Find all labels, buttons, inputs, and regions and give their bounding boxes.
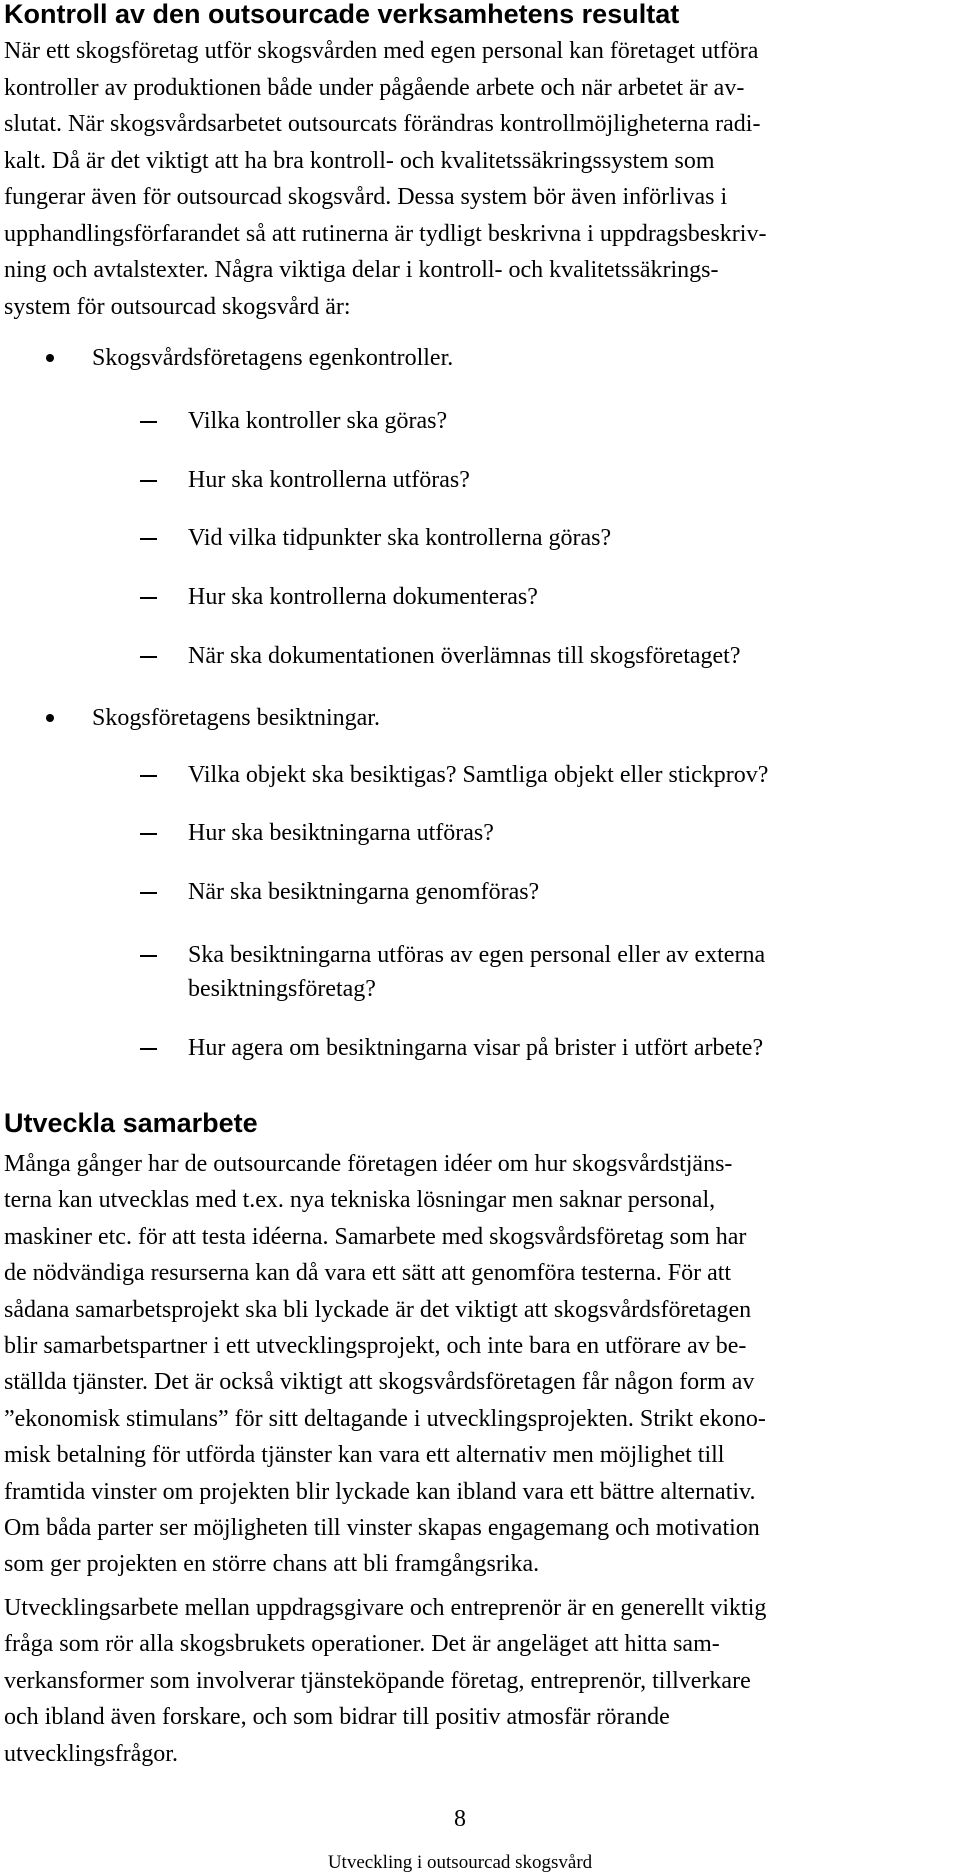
text-line: Om båda parter ser möjligheten till vinster skapas engagemang och motivation [4, 1515, 760, 1542]
text-line: utvecklingsfrågor. [4, 1740, 178, 1767]
dash-mark [140, 833, 157, 835]
bullet-text: Skogsföretagens besiktningar. [92, 705, 380, 731]
section-heading-kontroll: Kontroll av den outsourcade verksamhetens resultat [4, 0, 680, 29]
dash-text: Vid vilka tidpunkter ska kontrollerna göras? [188, 525, 612, 551]
dash-text: När ska dokumentationen överlämnas till skogsföretaget? [188, 643, 741, 669]
dash-mark [140, 421, 157, 423]
text-line: verkansformer som involverar tjänsteköpande företag, entreprenör, tillverkare [4, 1667, 751, 1694]
section-heading-samarbete: Utveckla samarbete [4, 1108, 258, 1138]
text-line: maskiner etc. för att testa idéerna. Samarbete med skogsvårdsföretag som har [4, 1223, 747, 1250]
dash-text: Vilka objekt ska besiktigas? Samtliga objekt eller stickprov? [188, 762, 769, 788]
dash-text: Hur ska besiktningarna utföras? [188, 820, 494, 846]
text-line: och ibland även forskare, och som bidrar till positiv atmosfär rörande [4, 1704, 670, 1731]
dash-text: Hur ska kontrollerna dokumenteras? [188, 584, 538, 610]
text-line: ställda tjänster. Det är också viktigt att skogsvårdsföretagen får någon form av [4, 1369, 755, 1396]
dash-text: Ska besiktningarna utföras av egen personal eller av externa [188, 942, 766, 968]
dash-text: Hur ska kontrollerna utföras? [188, 467, 470, 493]
bullet-dot [46, 714, 54, 722]
samarbete-paragraph-2 [4, 1590, 954, 1772]
dash-mark [140, 656, 157, 658]
dash-mark [140, 597, 157, 599]
dash-mark [140, 955, 157, 957]
intro-paragraph [4, 33, 954, 325]
samarbete-paragraph-1 [4, 1146, 954, 1583]
bullet-text: Skogsvårdsföretagens egenkontroller. [92, 345, 454, 371]
running-footer: Utveckling i outsourcad skogsvård [327, 1852, 593, 1873]
text-line: kontroller av produktionen både under pågående arbete och när arbetet är av- [4, 74, 745, 101]
text-line: system för outsourcad skogsvård är: [4, 293, 351, 320]
text-line: fungerar även för outsourcad skogsvård. Dessa system bör även införlivas i [4, 184, 728, 210]
dash-text: besiktningsföretag? [188, 976, 376, 1002]
text-line: fråga som rör alla skogsbrukets operationer. Det är angeläget att hitta sam- [4, 1631, 720, 1658]
text-line: som ger projekten en större chans att bli framgångsrika. [4, 1551, 540, 1578]
text-line: ning och avtalstexter. Några viktiga delar i kontroll- och kvalitetssäkrings- [4, 257, 719, 283]
text-line: slutat. När skogsvårdsarbetet outsourcats förändras kontrollmöjligheterna radi- [4, 111, 761, 137]
dash-mark [140, 892, 157, 894]
text-line: kalt. Då är det viktigt att ha bra kontroll- och kvalitetssäkringssystem som [4, 147, 715, 174]
dash-mark [140, 480, 157, 482]
dash-mark [140, 1048, 157, 1050]
bullet-dot [46, 354, 54, 362]
dash-mark [140, 538, 157, 540]
page-number: 8 [454, 1806, 466, 1832]
text-line: Många gånger har de outsourcande företagen idéer om hur skogsvårdstjäns- [4, 1151, 733, 1177]
dash-text: Vilka kontroller ska göras? [188, 408, 448, 434]
text-line: sådana samarbetsprojekt ska bli lyckade är det viktigt att skogsvårdsföretagen [4, 1296, 752, 1323]
text-line: När ett skogsföretag utför skogsvården med egen personal kan företaget utföra [4, 38, 759, 64]
text-line: de nödvändiga resurserna kan då vara ett sätt att genomföra testerna. För att [4, 1260, 732, 1287]
dash-text: När ska besiktningarna genomföras? [188, 879, 540, 905]
text-line: blir samarbetspartner i ett utvecklingsprojekt, och inte bara en utförare av be- [4, 1333, 747, 1360]
text-line: ”ekonomisk stimulans” för sitt deltagande i utvecklingsprojekten. Strikt ekono- [4, 1405, 766, 1432]
text-line: framtida vinster om projekten blir lyckade kan ibland vara ett bättre alternativ. [4, 1478, 756, 1505]
text-line: Utvecklingsarbete mellan uppdragsgivare och entreprenör är en generellt viktig [4, 1595, 767, 1621]
text-line: terna kan utvecklas med t.ex. nya tekniska lösningar men saknar personal, [4, 1187, 716, 1214]
dash-mark [140, 775, 157, 777]
text-line: misk betalning för utförda tjänster kan vara ett alternativ men möjlighet till [4, 1442, 725, 1469]
text-line: upphandlingsförfarandet så att rutinerna är tydligt beskrivna i uppdragsbeskriv- [4, 220, 767, 247]
dash-text: Hur agera om besiktningarna visar på brister i utfört arbete? [188, 1035, 764, 1061]
